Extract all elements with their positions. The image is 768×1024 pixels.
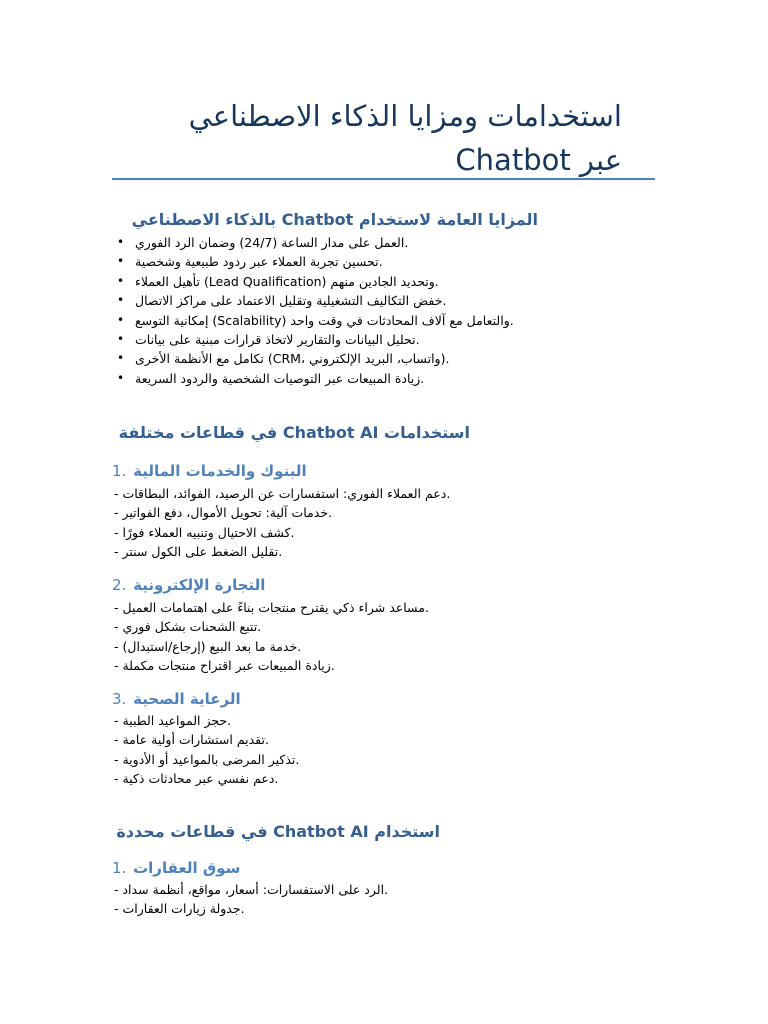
text-line: - كشف الاحتيال وتنبيه العملاء فورًا. (114, 524, 295, 540)
heading-number: 2. (112, 576, 127, 594)
benefits-list (112, 233, 514, 388)
heading-number: 3. (112, 690, 127, 708)
title-line-2: عبر Chatbot (455, 143, 622, 177)
list-item: • خفض التكاليف التشغيلية وتقليل الاعتماد على مراكز الاتصال. (112, 291, 514, 310)
title-underline (112, 178, 655, 180)
text-line: - جدولة زيارات العقارات. (114, 901, 245, 917)
document-title (112, 94, 622, 182)
heading-text: البنوك والخدمات المالية (133, 462, 307, 480)
text-line: - زيادة المبيعات عبر اقتراح منتجات مكملة. (114, 658, 335, 674)
sectors-heading: استخدامات Chatbot AI في قطاعات مختلفة (118, 423, 470, 442)
text-line: - خدمات آلية: تحويل الأموال، دفع الفواتير. (114, 505, 333, 521)
list-item: • إمكانية التوسع (Scalability) والتعامل مع آلاف المحادثات في وقت واحد. (112, 311, 514, 330)
heading-number: 1. (112, 859, 127, 877)
ecommerce-lines (114, 598, 429, 676)
list-item: • تحسين تجربة العملاء عبر ردود طبيعية وشخصية. (112, 252, 514, 271)
text-line: - مساعد شراء ذكي يقترح منتجات بناءً على اهتمامات العميل. (114, 600, 429, 615)
heading-text: الرعاية الصحية (133, 690, 241, 708)
list-item: • تحليل البيانات والتقارير لاتخاذ قرارات مبنية على بيانات. (112, 330, 514, 349)
banking-lines (114, 484, 450, 562)
healthcare-heading (112, 689, 241, 709)
text-line: - تتبع الشحنات بشكل فوري. (114, 619, 262, 635)
text-line: - دعم العملاء الفوري: استفسارات عن الرصيد، الفوائد، البطاقات. (114, 486, 451, 501)
text-line: - خدمة ما بعد البيع (إرجاع/استبدال). (114, 638, 302, 654)
benefits-heading: المزايا العامة لاستخدام Chatbot بالذكاء الاصطناعي (131, 210, 538, 229)
heading-text: التجارة الإلكترونية (133, 576, 266, 594)
text-line: - تقديم استشارات أولية عامة. (114, 732, 269, 748)
text-line: - تذكير المرضى بالمواعيد أو الأدوية. (114, 751, 300, 767)
heading-text: سوق العقارات (133, 859, 241, 877)
list-item: • تكامل مع الأنظمة الأخرى (CRM، واتساب، البريد الإلكتروني). (112, 349, 514, 368)
list-item: • زيادة المبيعات عبر التوصيات الشخصية والردود السريعة. (112, 369, 514, 388)
title-line-1: استخدامات ومزايا الذكاء الاصطناعي (188, 99, 622, 133)
heading-number: 1. (112, 462, 127, 480)
healthcare-lines (114, 711, 299, 789)
realestate-lines (114, 880, 388, 919)
text-line: - تقليل الضغط على الكول سنتر. (114, 544, 283, 560)
text-line: - دعم نفسي عبر محادثات ذكية. (114, 771, 279, 787)
banking-heading (112, 461, 307, 481)
text-line: - الرد على الاستفسارات: أسعار، مواقع، أنظمة سداد. (114, 882, 389, 897)
list-item: • تأهيل العملاء (Lead Qualification) وتحديد الجادين منهم. (112, 272, 514, 291)
realestate-heading (112, 858, 240, 878)
list-item: • العمل على مدار الساعة (24/7) وضمان الرد الفوري. (112, 233, 514, 252)
specific-heading: استخدام Chatbot AI في قطاعات محددة (116, 822, 440, 841)
ecommerce-heading (112, 575, 265, 595)
text-line: - حجز المواعيد الطبية. (114, 713, 232, 728)
